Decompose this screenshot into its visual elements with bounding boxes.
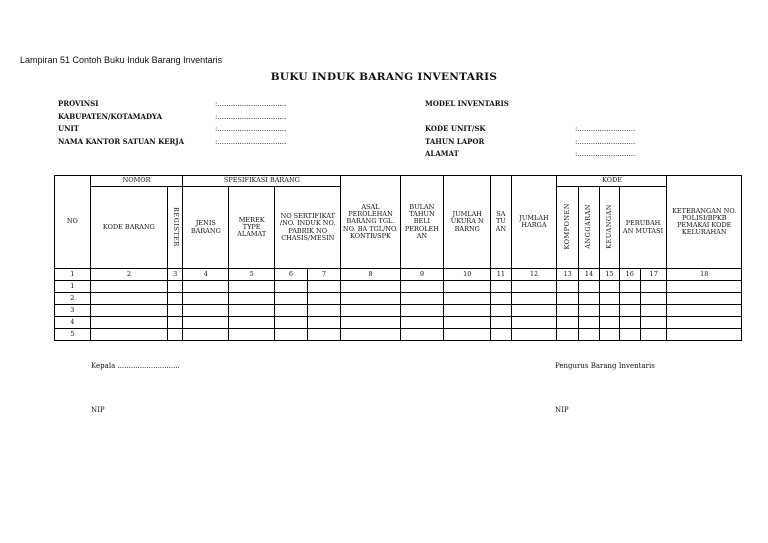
table-cell [491, 293, 511, 305]
table-row [55, 293, 742, 305]
table-row [55, 281, 742, 293]
table-cell [444, 293, 491, 305]
row-number: 4 [55, 317, 91, 329]
field-label: TAHUN LAPOR [425, 136, 485, 146]
header-no: NO [55, 176, 91, 269]
column-number: 11 [491, 269, 511, 281]
table-cell [557, 305, 578, 317]
info-row [58, 136, 286, 149]
table-cell [275, 293, 308, 305]
table-cell [90, 305, 167, 317]
field-value: :.......................... [575, 150, 636, 158]
table-cell [640, 329, 667, 341]
column-number: 17 [640, 269, 667, 281]
table-cell [600, 305, 619, 317]
table-cell [444, 317, 491, 329]
table-row [55, 317, 742, 329]
signature-nip-right: NIP [555, 406, 569, 414]
column-number: 8 [341, 269, 400, 281]
table-cell [183, 329, 229, 341]
column-number: 9 [400, 269, 444, 281]
table-cell [491, 317, 511, 329]
field-label: UNIT [58, 124, 79, 133]
field-label [425, 111, 575, 124]
info-row [425, 136, 635, 149]
table-cell [307, 281, 341, 293]
column-number: 18 [667, 269, 742, 281]
table-cell [667, 293, 742, 305]
header-jenis: JENIS BARANG [183, 187, 229, 269]
field-value: :............................... [215, 100, 287, 108]
column-number: 7 [307, 269, 341, 281]
table-cell [168, 281, 183, 293]
header-asal: ASAL PEROLEHAN BARANG TGL. NO. BA TGL/NO. KONTR/SPK [341, 176, 400, 269]
header-bulan: BULAN TAHUN BELI PEROLEH AN [400, 176, 444, 269]
right-info-block [425, 98, 635, 161]
table-cell [619, 305, 640, 317]
header-register [168, 187, 183, 269]
table-cell [229, 317, 275, 329]
info-row [425, 111, 635, 124]
header-jumlah-ukuran: JUMLAH UKURA N BARNG [444, 176, 491, 269]
table-cell [667, 305, 742, 317]
field-value: :.......................... [575, 137, 636, 146]
table-cell [491, 329, 511, 341]
header-jumlah-harga: JUMLAH HARGA [511, 176, 557, 269]
table-cell [640, 305, 667, 317]
field-value: :.......................... [575, 125, 636, 133]
row-number: 5 [55, 329, 91, 341]
column-number: 4 [183, 269, 229, 281]
table-cell [667, 329, 742, 341]
table-cell [341, 305, 400, 317]
table-cell [400, 317, 444, 329]
info-row [425, 123, 635, 136]
table-cell [400, 329, 444, 341]
inventory-table [54, 175, 742, 341]
table-cell [307, 317, 341, 329]
header-anggaran-text: ANGGARAN [584, 204, 593, 249]
table-cell [640, 293, 667, 305]
header-keuangan-text: KEUANGAN [604, 204, 613, 249]
table-cell [275, 317, 308, 329]
table-cell [578, 293, 599, 305]
table-cell [400, 281, 444, 293]
field-label: NAMA KANTOR SATUAN KERJA [58, 136, 185, 146]
table-cell [557, 317, 578, 329]
page-title: BUKU INDUK BARANG INVENTARIS [270, 71, 498, 83]
table-cell [667, 317, 742, 329]
column-number: 10 [444, 269, 491, 281]
table-cell [341, 317, 400, 329]
column-number: 15 [600, 269, 619, 281]
field-value: :............................... [215, 125, 287, 133]
table-cell [491, 281, 511, 293]
table-cell [183, 293, 229, 305]
table-cell [557, 329, 578, 341]
table-cell [275, 329, 308, 341]
table-cell [511, 293, 557, 305]
info-row [58, 98, 286, 111]
header-group-nomor: NOMOR [90, 176, 183, 187]
row-number: 2 [55, 293, 91, 305]
header-sertifikat: NO SERTIFIKAT /NO. INDUK NO. PABRIK NO CHASIS/MESIN [275, 187, 341, 269]
info-row [425, 148, 635, 161]
column-number-row [55, 269, 742, 281]
table-cell [229, 281, 275, 293]
table-cell [557, 293, 578, 305]
table-cell [168, 293, 183, 305]
table-cell [307, 293, 341, 305]
table-cell [400, 293, 444, 305]
header-keterangan: KETERANGAN NO. POLISI/BPKB PEMAKAI KODE KELURAHAN [667, 176, 742, 269]
left-info-block [58, 98, 286, 148]
header-merek: MEREK TYPE ALAMAT [229, 187, 275, 269]
column-number: 13 [557, 269, 578, 281]
table-cell [600, 293, 619, 305]
field-label: MODEL INVENTARIS [425, 99, 509, 108]
table-cell [578, 305, 599, 317]
table-cell [90, 329, 167, 341]
table-cell [168, 329, 183, 341]
caption: Lampiran 51 Contoh Buku Induk Barang Inventaris [20, 55, 223, 65]
table-cell [168, 305, 183, 317]
header-kode-barang: KODE BARANG [90, 187, 167, 269]
table-cell [444, 281, 491, 293]
header-komponen [557, 187, 578, 269]
table-cell [511, 317, 557, 329]
table-cell [275, 281, 308, 293]
header-komponen-text: KOMPONEN [563, 203, 572, 250]
table-cell [491, 305, 511, 317]
column-number: 2 [90, 269, 167, 281]
table-cell [511, 329, 557, 341]
field-label: KABUPATEN/KOTAMADYA [58, 111, 163, 121]
column-number: 6 [275, 269, 308, 281]
signature-kepala: Kepala ............................ [91, 362, 180, 370]
field-label: PROVINSI [58, 99, 99, 108]
table-cell [600, 329, 619, 341]
table-cell [444, 305, 491, 317]
table-body [55, 269, 742, 341]
table-cell [307, 305, 341, 317]
table-cell [341, 329, 400, 341]
table-cell [229, 305, 275, 317]
table-row [55, 305, 742, 317]
table-cell [640, 281, 667, 293]
signature-nip-left: NIP [91, 406, 105, 414]
field-label: ALAMAT [425, 149, 459, 158]
table-cell [90, 281, 167, 293]
table-cell [183, 305, 229, 317]
table-cell [557, 281, 578, 293]
field-value: :............................... [215, 137, 287, 146]
table-cell [183, 317, 229, 329]
header-anggaran [578, 187, 599, 269]
table-cell [640, 317, 667, 329]
info-row [425, 98, 635, 111]
info-row [58, 111, 286, 124]
table-cell [619, 317, 640, 329]
table-cell [619, 329, 640, 341]
field-label: KODE UNIT/SK [425, 124, 486, 133]
table-cell [667, 281, 742, 293]
header-group-spesifikasi: SPESIFIKASI BARANG [183, 176, 341, 187]
table-cell [511, 305, 557, 317]
table-cell [578, 281, 599, 293]
table-cell [275, 305, 308, 317]
column-number: 1 [55, 269, 91, 281]
row-number: 1 [55, 281, 91, 293]
table-cell [183, 281, 229, 293]
table-cell [578, 317, 599, 329]
table-cell [229, 293, 275, 305]
table-cell [619, 281, 640, 293]
field-value: :............................... [215, 112, 287, 121]
table-cell [229, 329, 275, 341]
table-cell [400, 305, 444, 317]
header-satuan: SA TU AN [491, 176, 511, 269]
header-group-kode: KODE [557, 176, 667, 187]
table-row [55, 329, 742, 341]
column-number: 12 [511, 269, 557, 281]
signature-pengurus: Pengurus Barang Inventaris [555, 362, 655, 370]
info-row [58, 123, 286, 136]
table-cell [90, 317, 167, 329]
table-cell [600, 281, 619, 293]
table-cell [578, 329, 599, 341]
table-cell [444, 329, 491, 341]
table-cell [341, 293, 400, 305]
row-number: 3 [55, 305, 91, 317]
table-cell [619, 293, 640, 305]
table-cell [511, 281, 557, 293]
column-number: 3 [168, 269, 183, 281]
column-number: 16 [619, 269, 640, 281]
table-cell [341, 281, 400, 293]
header-perubahan: PERUBAH AN MUTASI [619, 187, 667, 269]
header-register-text: REGISTER [171, 206, 180, 247]
column-number: 5 [229, 269, 275, 281]
header-keuangan [600, 187, 619, 269]
column-number: 14 [578, 269, 599, 281]
table-cell [90, 293, 167, 305]
table-cell [168, 317, 183, 329]
table-cell [600, 317, 619, 329]
table-cell [307, 329, 341, 341]
